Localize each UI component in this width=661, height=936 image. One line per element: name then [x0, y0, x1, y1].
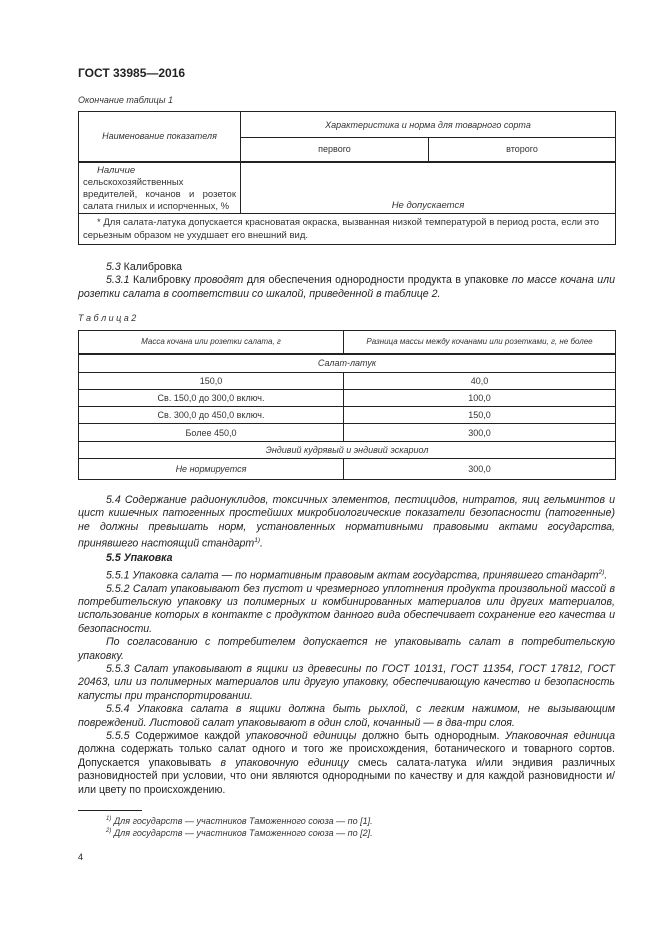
- col-header-indicator: Наименование показателя: [79, 112, 241, 162]
- footnote-text: Для государств — участников Таможенного союза — по [1].: [111, 816, 373, 826]
- paragraph-5-5-4: 5.5.4 Упаковка салата в ящики должна быть рыхлой, с легким нажимом, не вызывающим повреждений. Листовой салат упаковывают в один слой, кочанный — в два-три слоя.: [78, 703, 615, 729]
- paragraph-5-5-2-b: По согласованию с потребителем допускается не упаковывать салат в потребительскую упаковку.: [78, 636, 615, 662]
- col-header-second: второго: [429, 138, 616, 162]
- footnote-mark: 2): [106, 828, 112, 834]
- footnote-ref: 1): [254, 537, 261, 545]
- cell: 100,0: [344, 390, 616, 407]
- col-header-mass: Масса кочана или розетки салата, г: [79, 331, 344, 354]
- cell: 300,0: [344, 459, 616, 480]
- text-segment: смесь салата-латука и/или эндивия различных разновидностей при условии, что они являются однородными по качеству и для каждой разновидности и/или цвету по происхождению.: [78, 756, 615, 796]
- cell: 300,0: [344, 424, 616, 442]
- section-number: 5.3: [106, 261, 121, 273]
- cell: Св. 150,0 до 300,0 включ.: [79, 390, 344, 407]
- footnote-1: [106, 816, 373, 826]
- table-row: [79, 407, 616, 424]
- paragraph-5-5-1: 5.5.1 Упаковка салата — по нормативным правовым актам государства, принявшего стандарт$^{2)}$.: [106, 568, 608, 582]
- footnote-ref: 2): [598, 568, 605, 576]
- text-segment: проводят: [194, 274, 244, 287]
- table2-caption: Т а б л и ц а 2: [78, 313, 137, 323]
- table-row: [79, 424, 616, 442]
- section-heading: Калибровка: [120, 261, 183, 273]
- col-header-first: первого: [241, 138, 429, 162]
- section-heading-5-5: 5.5 Упаковка: [106, 552, 173, 565]
- cell: 40,0: [344, 373, 616, 390]
- text: 5.4 Содержание радионуклидов, токсичных элементов, пестицидов, нитратов, яиц гельминтов и цист кишечных патогенных простейших микробиологические показатели безопасности (патогенные) не должны превышать норм, установленных нормативными правовыми актами государства, принявшего настоящий стандарт: [78, 494, 615, 550]
- text-segment: для обеспечения однородности продукта в упаковке: [243, 274, 512, 287]
- text-segment: в упаковочную единицу: [220, 756, 349, 769]
- text-segment: должно быть однородным.: [356, 729, 506, 742]
- paragraph-5-3-1: [78, 274, 615, 301]
- table-2: [78, 330, 616, 480]
- row-label-rest: сельскохозяйственных вредителей, кочанов и розеток салата гнилых и испорченных, %: [83, 176, 236, 212]
- paragraph-5-5-3: 5.5.3 Салат упаковывают в ящики из древесины по ГОСТ 10131, ГОСТ 11354, ГОСТ 17812, ГОСТ 20463, или из полимерных материалов или другую упаковку, обеспечивающую качество и безопасность капусты при транспортировании.: [78, 662, 615, 702]
- paragraph-5-5-2: 5.5.2 Салат упаковывают без пустот и чрезмерного уплотнения продукта произвольной массой в потребительскую упаковку из полимерных и комбинированных материалов или других материалов, использование которых в контакте с продуктом данного вида обеспечивает сохранение его качества и безопасности.: [78, 582, 615, 635]
- text: 5.5.1 Упаковка салата — по нормативным правовым актам государства, принявшего стандарт: [106, 569, 599, 582]
- page-number: 4: [78, 852, 84, 862]
- cell: 150,0: [344, 407, 616, 424]
- table1-caption: Окончание таблицы 1: [78, 95, 173, 105]
- cell: 150,0: [79, 373, 344, 390]
- text-segment: по массе кочана или розетки салата в соответствии со шкалой, приведенной в таблице 2.: [78, 274, 615, 300]
- section-5-3: [78, 261, 615, 301]
- row-label: [79, 162, 241, 214]
- sections-5-4-5-5: [78, 494, 615, 797]
- footnote-2: [106, 828, 373, 838]
- text-segment: 5.5.5: [106, 729, 130, 742]
- paragraph-5-5-5: [78, 730, 615, 797]
- document-title: ГОСТ 33985—2016: [78, 66, 186, 80]
- text-segment: упаковочной единицы: [245, 729, 357, 742]
- table-row: [79, 373, 616, 390]
- footnote-divider: [78, 810, 142, 811]
- group-lettuce: Салат-латук: [79, 354, 616, 373]
- cell: Более 450,0: [79, 424, 344, 442]
- row-value: Не допускается: [241, 162, 616, 214]
- table-1: [78, 111, 616, 245]
- table-row: [79, 459, 616, 480]
- footnote-mark: 1): [106, 816, 112, 822]
- group-endive: Эндивий кудрявый и эндивий эскариол: [79, 442, 616, 459]
- table1-footnote: * Для салата-латука допускается красноватая окраска, вызванная низкой температурой в период роста, если это серьезным образом не ухудшает его внешний вид.: [79, 213, 616, 244]
- paragraph-5-4: 5.4 Содержание радионуклидов, токсичных элементов, пестицидов, нитратов, яиц гельминтов и цист кишечных патогенных простейших микробиологические показатели безопасности (патогенные) не должны превышать норм, установленных нормативными правовыми актами государства, принявшего настоящий стандарт$^{1)}$.: [78, 494, 615, 550]
- text-segment: 5.3.1: [106, 274, 130, 287]
- text-segment: должна содержать только салат одного и того же происхождения, ботанического и товарного сортов. Допускается упаковывать: [78, 743, 615, 769]
- row-label-italic: Наличие: [97, 164, 136, 176]
- col-header-group: Характеристика и норма для товарного сорта: [241, 112, 616, 138]
- text-segment: Содержимое каждой: [129, 729, 246, 742]
- col-header-difference: Разница массы между кочанами или розетками, г, не более: [344, 331, 616, 354]
- cell: Не нормируется: [79, 459, 344, 480]
- table-row: [79, 390, 616, 407]
- footnote-text: Для государств — участников Таможенного союза — по [2].: [111, 828, 373, 838]
- text-segment: Калибровку: [129, 274, 195, 287]
- cell: Св. 300,0 до 450,0 включ.: [79, 407, 344, 424]
- text-segment: Упаковочная единица: [505, 729, 615, 742]
